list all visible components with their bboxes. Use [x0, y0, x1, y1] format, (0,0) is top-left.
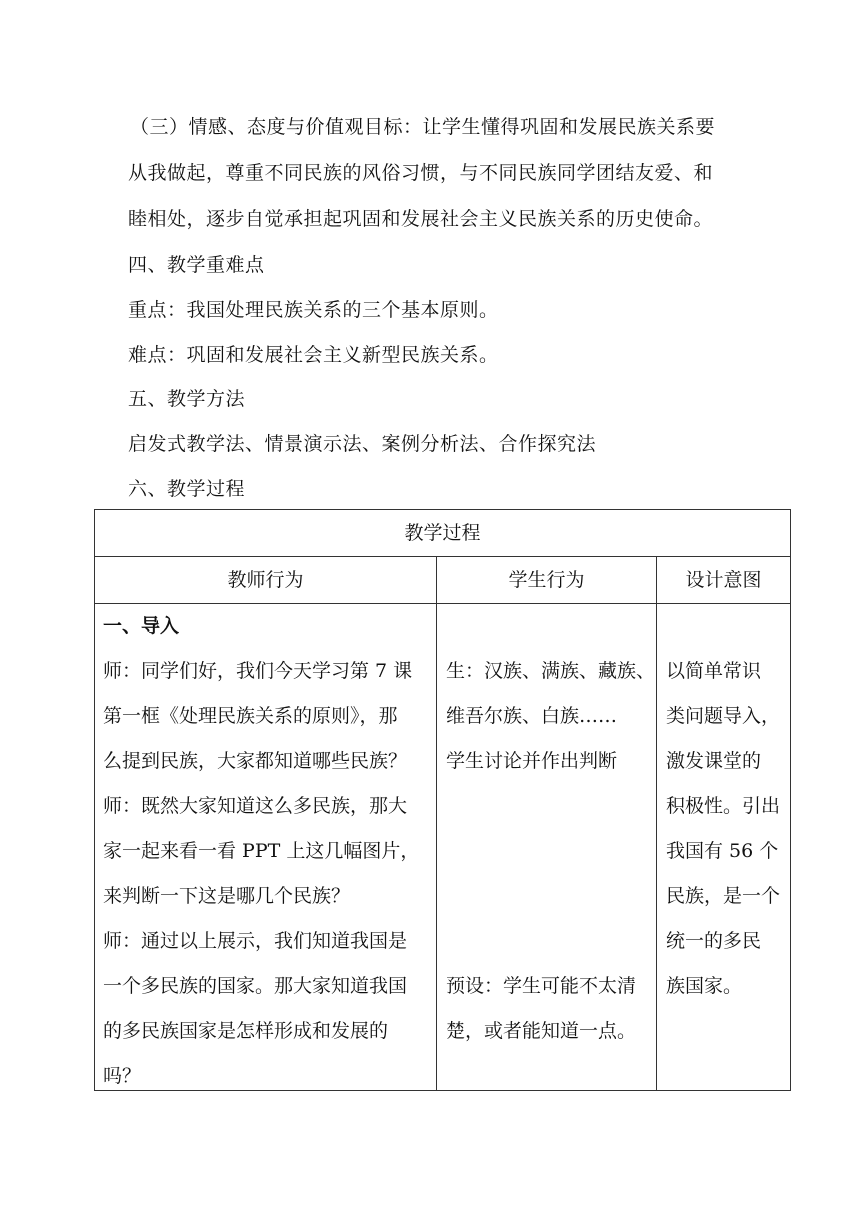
teacher-line: 来判断一下这是哪几个民族？: [103, 885, 351, 907]
intent-line: 类问题导入，: [666, 705, 781, 727]
section6-heading: 六、教学过程: [128, 478, 246, 500]
section5-heading: 五、教学方法: [128, 388, 246, 410]
header-student: 学生行为: [437, 557, 657, 604]
teacher-line: 的多民族国家是怎样形成和发展的: [103, 1020, 389, 1042]
student-line: 楚，或者能知道一点。: [446, 1020, 637, 1042]
teacher-line: 一个多民族的国家。那大家知道我国: [103, 975, 408, 997]
teacher-line: 吗？: [103, 1065, 142, 1087]
intent-line: 我国有 56 个: [666, 840, 779, 862]
table-title: 教学过程: [95, 510, 791, 557]
key-point: 重点：我国处理民族关系的三个基本原则。: [128, 299, 499, 321]
teacher-line: 第一框《处理民族关系的原则》，那: [103, 705, 398, 727]
student-line: 维吾尔族、白族……: [446, 705, 618, 727]
spacer: [446, 874, 655, 919]
teacher-line: 师：通过以上展示，我们知道我国是: [103, 930, 408, 952]
teacher-line: 师：既然大家知道这么多民族，那大: [103, 795, 408, 817]
goal3-paragraph-line3: 睦相处，逐步自觉承担起巩固和发展社会主义民族关系的历史使命。: [128, 208, 714, 230]
intent-line: 统一的多民: [666, 930, 762, 952]
table-header-row: [95, 557, 791, 604]
spacer: [446, 829, 655, 874]
spacer: [446, 784, 655, 829]
section4-heading: 四、教学重难点: [128, 254, 265, 276]
teaching-process-table: [94, 509, 791, 1091]
intro-heading: 一、导入: [103, 615, 180, 637]
goal3-paragraph-line2: 从我做起，尊重不同民族的风俗习惯，与不同民族同学团结友爱、和: [128, 162, 714, 184]
teacher-line: 么提到民族，大家都知道哪些民族？: [103, 750, 408, 772]
student-line: 生：汉族、满族、藏族、: [446, 660, 656, 682]
intent-line: 族国家。: [666, 975, 743, 997]
teacher-line: 师：同学们好，我们今天学习第 7 课: [103, 660, 413, 682]
student-line: 学生讨论并作出判断: [446, 750, 618, 772]
header-teacher: 教师行为: [95, 557, 437, 604]
student-cell: [437, 604, 657, 1091]
table-row: [95, 604, 791, 1091]
intent-line: 民族，是一个: [666, 885, 781, 907]
goal3-paragraph-line1: （三）情感、态度与价值观目标：让学生懂得巩固和发展民族关系要: [130, 116, 716, 138]
teacher-line: 家一起来看一看 PPT 上这几幅图片，: [103, 840, 420, 862]
spacer: [446, 604, 655, 649]
teaching-methods: 启发式教学法、情景演示法、案例分析法、合作探究法: [128, 433, 597, 455]
intent-line: 激发课堂的: [666, 750, 762, 772]
intent-line: 积极性。引出: [666, 795, 781, 817]
table-title-row: [95, 510, 791, 557]
intent-line: 以简单常识: [666, 660, 762, 682]
student-line: 预设：学生可能不太清: [446, 975, 637, 997]
spacer: [446, 919, 655, 964]
difficult-point: 难点：巩固和发展社会主义新型民族关系。: [128, 344, 499, 366]
intent-cell: [657, 604, 791, 1091]
spacer: [666, 604, 780, 649]
teacher-cell: [95, 604, 437, 1091]
header-intent: 设计意图: [657, 557, 791, 604]
